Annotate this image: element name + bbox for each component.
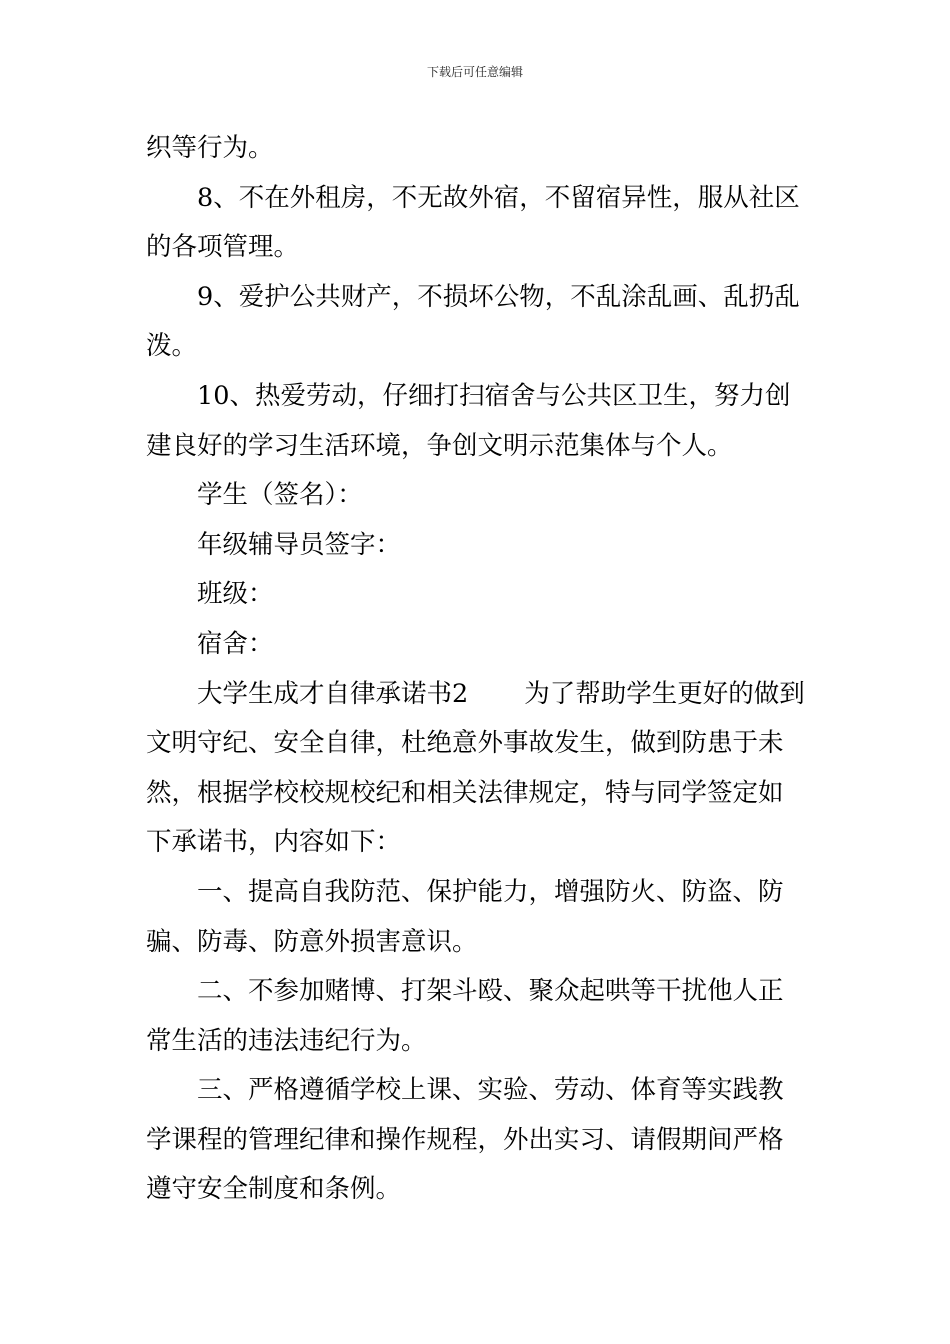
text-line: 8、不在外租房，不无故外宿，不留宿异性，服从社区	[197, 182, 800, 213]
text-segment: 为了帮助学生更好的做到	[524, 678, 805, 709]
text-line: 文明守纪、安全自律，杜绝意外事故发生，做到防患于未	[146, 728, 784, 759]
dorm-label: 宿舍：	[197, 628, 274, 659]
text-line: 泼。	[146, 331, 198, 362]
text-line: 9、爱护公共财产，不损坏公物，不乱涂乱画、乱扔乱	[197, 281, 800, 312]
class-label: 班级：	[197, 579, 274, 610]
text-line: 二、不参加赌博、打架斗殴、聚众起哄等干扰他人正	[197, 976, 784, 1007]
section-title: 大学生成才自律承诺书2	[197, 678, 469, 709]
text-line: 常生活的违法违纪行为。	[146, 1025, 427, 1056]
text-line: 织等行为。	[146, 133, 274, 163]
text-line: 10、热爱劳动，仔细打扫宿舍与公共区卫生，努力创	[197, 380, 791, 411]
text-line: 三、严格遵循学校上课、实验、劳动、体育等实践教	[197, 1075, 784, 1106]
text-line: 然，根据学校校规校纪和相关法律规定，特与同学签定如	[146, 777, 784, 808]
page-header: 下载后可任意编辑	[426, 65, 523, 79]
signature-counselor-label: 年级辅导员签字：	[197, 529, 402, 560]
text-line	[146, 670, 806, 720]
document-body	[146, 124, 806, 1215]
text-line: 遵守安全制度和条例。	[146, 1174, 402, 1205]
signature-student-label: 学生（签名）：	[197, 480, 363, 511]
text-line: 下承诺书，内容如下：	[146, 827, 402, 858]
text-line: 一、提高自我防范、保护能力，增强防火、防盗、防	[197, 876, 784, 907]
text-line: 的各项管理。	[146, 232, 300, 263]
text-line: 骗、防毒、防意外损害意识。	[146, 926, 478, 957]
text-line: 学课程的管理纪律和操作规程，外出实习、请假期间严格	[146, 1124, 784, 1155]
text-line: 建良好的学习生活环境，争创文明示范集体与个人。	[146, 430, 733, 461]
